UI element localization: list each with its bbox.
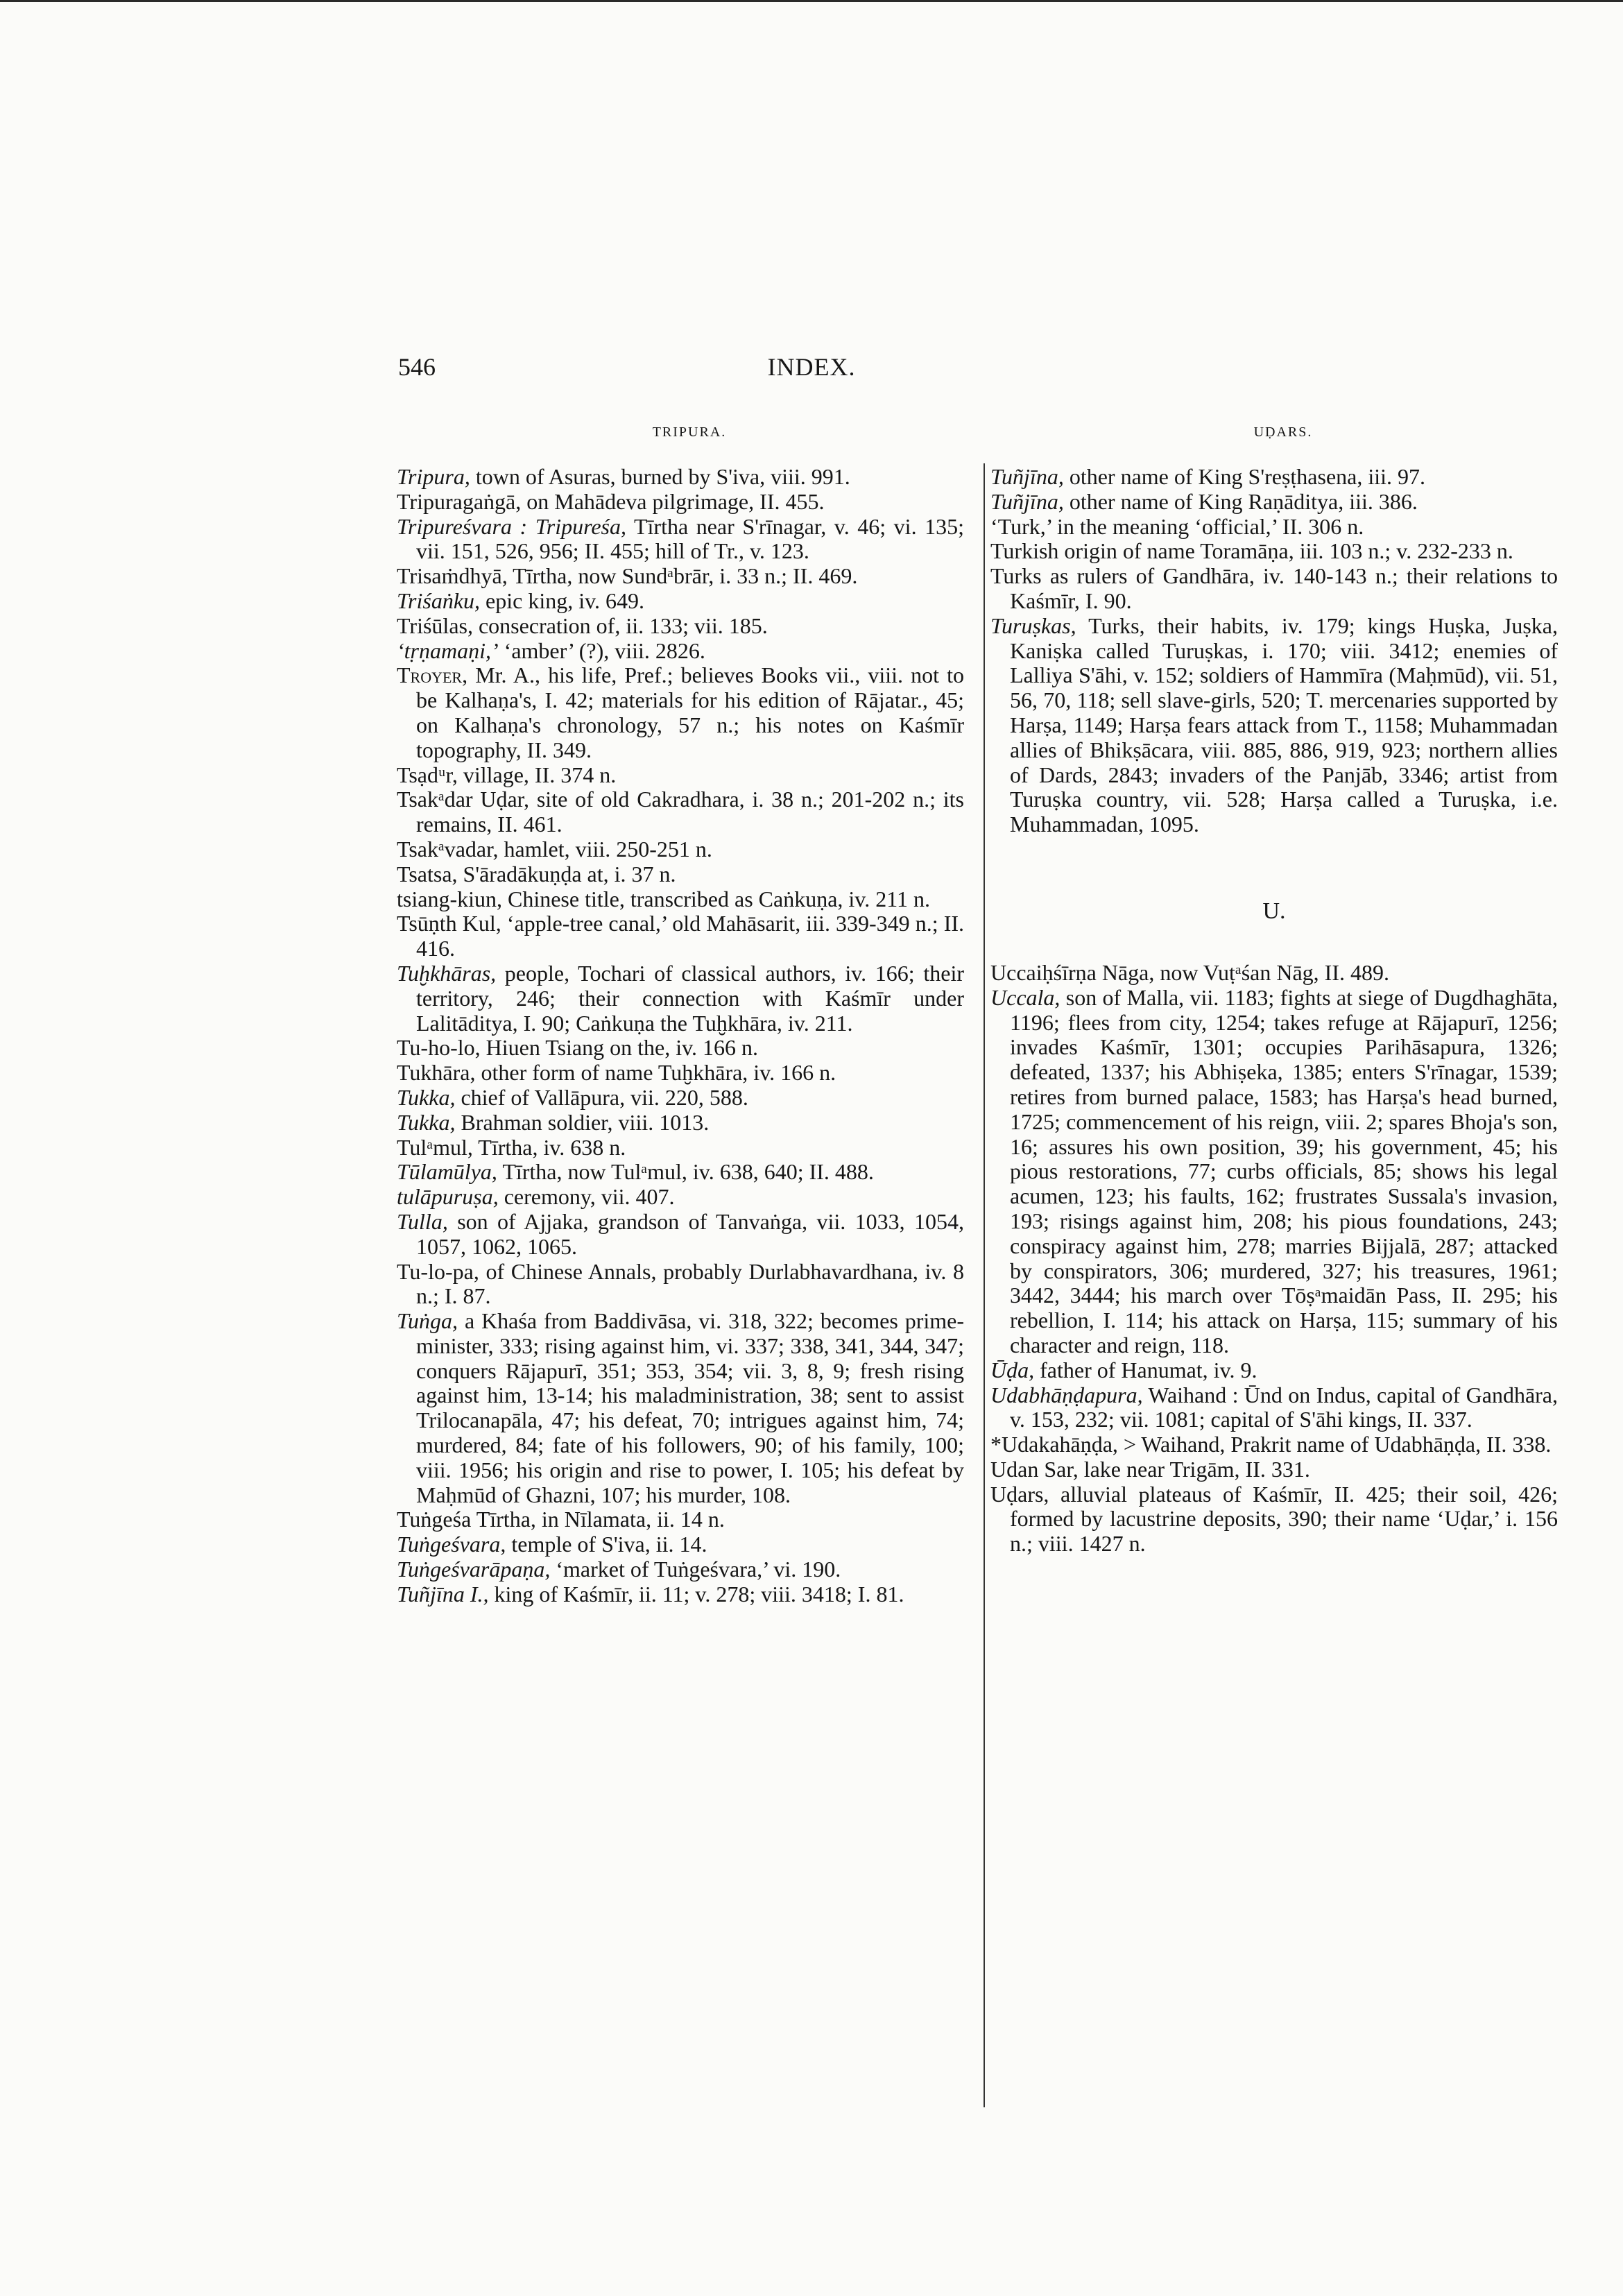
index-entry-text: Chinese title, transcribed as Caṅkuṇa, iv. 211 n. xyxy=(501,886,931,911)
index-entry xyxy=(397,564,964,589)
running-head-left: TRIPURA. xyxy=(652,425,727,440)
index-entry-headword: Turkish xyxy=(990,538,1059,564)
index-entry xyxy=(990,1482,1558,1557)
index-entry-headword: Triśaṅku, xyxy=(397,588,481,613)
index-entry-headword: ‘tṛṇamaṇi,’ xyxy=(397,637,499,663)
index-entry-text: other form of name Tuḫkhāra, iv. 166 n. xyxy=(475,1060,836,1086)
index-entry-text: hamlet, viii. 250-251 n. xyxy=(498,836,712,862)
index-entry-text: S'āradākuṇḍa at, i. 37 n. xyxy=(457,861,676,886)
index-entry xyxy=(397,1061,964,1086)
index-entry xyxy=(990,1358,1558,1383)
index-entry xyxy=(397,589,964,614)
index-entry xyxy=(990,1457,1558,1482)
index-entry-text: as rulers of Gandhāra, iv. 140-143 n.; their relations to Kaśmīr, I. 90. xyxy=(1010,563,1558,613)
index-entry-text: Tīrtha near S'rīnagar, v. 46; vi. 135; vii. 151, 526, 956; II. 455; hill of Tr., v. 123. xyxy=(416,513,965,564)
index-entry-text: king of Kaśmīr, ii. 11; v. 278; viii. 3418; I. 81. xyxy=(488,1581,904,1607)
index-entry xyxy=(397,515,964,565)
index-entry-headword: Tukka, xyxy=(397,1084,456,1110)
top-border-line xyxy=(0,0,1623,2)
index-entry-headword: Tsūṇth Kul, xyxy=(397,911,501,936)
index-entry-headword: Tripuragaṅgā, xyxy=(397,488,522,514)
page-number: 546 xyxy=(398,353,436,381)
index-entry-headword: Tuḫkhāras, xyxy=(397,960,497,986)
index-entry xyxy=(397,1136,964,1160)
index-entry-text: epic king, iv. 649. xyxy=(480,588,645,613)
index-entry-headword: Tsakᵃdar Uḍar, xyxy=(397,787,530,812)
index-entry-text: other name of King S'reṣṭhasena, iii. 97. xyxy=(1063,464,1426,489)
page-title: INDEX. xyxy=(767,353,856,381)
index-entry xyxy=(397,1532,964,1557)
index-entry-headword: Tuñjīna, xyxy=(990,464,1064,489)
running-head-right: UḌARS. xyxy=(1253,425,1313,440)
index-entry xyxy=(990,614,1558,837)
right-column-u-entries xyxy=(990,961,1558,1557)
index-entry-text: Turks, their habits, iv. 179; kings Huṣka, Juṣka, Kaniṣka called Turuṣkas, i. 170; viii. 3412; enemies of Lalliya S'āhi, v. 152; soldiers of Hammīra (Maḥmūd), vii. 51, 56, 70, 118; sell slave-girls, 520; T. mercenaries supported by Harṣa, 1149; Harṣa fears attack from T., 1158; Muhammadan allies of Bhikṣācara, viii. 885, 886, 919, 923; northern allies of Dards, 2843; invaders of the Panjāb, 3346; artist from Turuṣka country, vii. 528; Harṣa called a Turuṣka, i.e. Muhammadan, 1095. xyxy=(1010,612,1558,837)
index-entry xyxy=(397,837,964,862)
index-entry xyxy=(397,1260,964,1310)
index-entry xyxy=(397,1210,964,1260)
index-entry-headword: Uḍars, xyxy=(990,1481,1049,1507)
index-entry-text: chief of Vallāpura, vii. 220, 588. xyxy=(455,1084,748,1110)
index-entry-text: in Nīlamata, ii. 14 n. xyxy=(535,1507,725,1532)
index-entry xyxy=(990,1383,1558,1433)
index-entry-headword: Tu-lo-pa, xyxy=(397,1258,479,1284)
index-entry xyxy=(397,1507,964,1532)
index-entry-headword: Udan Sar, xyxy=(990,1456,1079,1482)
index-entry xyxy=(397,1086,964,1111)
index-entry xyxy=(990,515,1558,540)
index-entry-text: > Waihand, Prakrit name of Udabhāṇḍa, II. 338. xyxy=(1117,1432,1552,1457)
index-entry-headword: Tuñjīna I., xyxy=(397,1581,489,1607)
index-entry xyxy=(397,961,964,1036)
index-entry xyxy=(397,911,964,961)
index-entry-headword: tsiang-kiun, xyxy=(397,886,502,911)
index-entry-headword: tulāpuruṣa, xyxy=(397,1184,499,1210)
index-entry-headword: Turks xyxy=(990,563,1042,589)
index-entry xyxy=(397,639,964,664)
index-entry xyxy=(397,1582,964,1607)
index-entry-headword: Tulla, xyxy=(397,1208,448,1234)
index-entry-headword: Trisaṁdhyā, xyxy=(397,563,508,589)
index-entry-headword: Tuṅgeśvara, xyxy=(397,1532,506,1557)
index-entry-headword: Troyer, xyxy=(397,662,468,688)
index-entry-text: village, II. 374 n. xyxy=(457,762,617,787)
index-entry-headword: Tsakᵃvadar, xyxy=(397,836,499,862)
index-entry xyxy=(397,614,964,639)
index-entry-text: Tīrtha, iv. 638 n. xyxy=(472,1134,626,1160)
index-entry-text: site of old Cakradhara, i. 38 n.; 201-202 n.; its remains, II. 461. xyxy=(416,787,965,837)
index-entry-headword: Ūḍa, xyxy=(990,1357,1035,1382)
index-entry-text: consecration of, ii. 133; vii. 185. xyxy=(472,612,768,638)
index-entry xyxy=(990,490,1558,515)
index-entry-text: Mr. A., his life, Pref.; believes Books vii., viii. not to be Kalhaṇa's, I. 42; materials for his edition of Rājatar., 45; on Kalhaṇa's chronology, 57 n.; his notes on Kaśmīr topography, II. 349. xyxy=(416,662,964,762)
index-entry-text: people, Tochari of classical authors, iv. 166; their territory, 246; their connection with Kaśmīr under Lalitāditya, I. 90; Caṅkuṇa the Tuḫkhāra, iv. 211. xyxy=(416,960,964,1036)
index-entry xyxy=(990,564,1558,614)
index-entry xyxy=(990,465,1558,490)
index-entry-text: a Khaśa from Baddivāsa, vi. 318, 322; becomes prime-minister, 333; rising against him, vi. 337; 338, 341, 344, 347; conquers Rājapurī, 351; 353, 354; vii. 3, 8, 9; fresh rising against him, 13-14; his maladministration, 38; sent to assist Trilocanapāla, 47; his defeat, 70; intrigues against him, 74; murdered, 84; fate of his followers, 90; of his family, 100; viii. 1956; his origin and rise to power, I. 105; his defeat by Maḥmūd of Ghazni, 107; his murder, 108. xyxy=(416,1308,964,1507)
index-entry-headword: Tsạdᵘr, xyxy=(397,762,458,787)
index-entry xyxy=(397,763,964,788)
section-letter: U. xyxy=(1262,898,1286,924)
index-entry-text: father of Hanumat, iv. 9. xyxy=(1034,1357,1257,1382)
index-entry-headword: Uccaiḥśīrṇa Nāga, xyxy=(990,959,1155,985)
index-entry-headword: Tuṅgeśvarāpaṇa, xyxy=(397,1557,551,1582)
column-divider xyxy=(984,463,985,2107)
index-entry-headword: ‘Turk,’ xyxy=(990,513,1052,539)
index-entry-text: temple of S'iva, ii. 14. xyxy=(506,1532,707,1557)
index-entry-headword: Tuṅgeśa Tīrtha, xyxy=(397,1507,536,1532)
left-column xyxy=(397,465,964,1607)
index-entry-text: other name of King Raṇāditya, iii. 386. xyxy=(1063,488,1418,514)
index-entry-headword: Tripura, xyxy=(397,464,470,489)
index-entry-text: ‘apple-tree canal,’ old Mahāsarit, iii. 339-349 n.; II. 416. xyxy=(416,911,965,961)
index-entry-text: son of Malla, vii. 1183; fights at siege of Dugdhaghāta, 1196; flees from city, 1254; takes refuge at Rājapurī, 1256; invades Kaśmīr, 1301; occupies Parihāsapura, 1326; defeated, 1337; his Abhiṣeka, 1385; enters S'rīnagar, 1539; retires from burned palace, 1583; has Harṣa's head burned, 1725; commencement of his reign, viii. 2; spares Bhoja's son, 16; assures his own position, 39; his government, 45; his pious restorations, 77; curbs officials, 85; shows his legal acumen, 123; his faults, 162; frustrates Sussala's invasion, 193; risings against him, 208; his pious foundations, 243; conspiracy against him, 278; marries Bijjalā, 287; attacked by conspirators, 306; murdered, 327; his treasures, 1961; 3442, 3444; his march over Tōṣᵃmaidān Pass, II. 295; his rebellion, I. 114; his attack on Harṣa, 115; summary of his character and reign, 118. xyxy=(1010,984,1558,1357)
index-entry-headword: *Udakahāṇḍa, xyxy=(990,1432,1118,1457)
index-entry-headword: Tuñjīna, xyxy=(990,488,1064,514)
index-entry-headword: Tuṅga, xyxy=(397,1308,458,1334)
index-entry-text: on Mahādeva pilgrimage, II. 455. xyxy=(521,488,825,514)
index-entry-text: Brahman soldier, viii. 1013. xyxy=(455,1109,710,1135)
index-entry-headword: Triśūlas, xyxy=(397,612,473,638)
index-entry-text: alluvial plateaus of Kaśmīr, II. 425; their soil, 426; formed by lacustrine deposits, 390; their name ‘Uḍar,’ i. 156 n.; viii. 1427 n. xyxy=(1010,1481,1558,1557)
index-entry xyxy=(397,887,964,912)
index-entry xyxy=(397,1111,964,1136)
index-entry xyxy=(990,986,1558,1358)
index-entry xyxy=(397,1036,964,1061)
index-entry-text: in the meaning ‘official,’ II. 306 n. xyxy=(1051,513,1364,539)
right-column-t-entries xyxy=(990,465,1558,837)
index-entry xyxy=(397,490,964,515)
index-entry-text: ceremony, vii. 407. xyxy=(498,1184,675,1210)
index-entry-text: of Chinese Annals, probably Durlabhavardhana, iv. 8 n.; I. 87. xyxy=(416,1258,964,1309)
index-entry-headword: Tukhāra, xyxy=(397,1060,476,1086)
index-entry-text: origin of name Toramāṇa, iii. 103 n.; v. 232-233 n. xyxy=(1058,538,1513,564)
index-entry xyxy=(397,1160,964,1185)
index-entry-text: ‘market of Tuṅgeśvara,’ vi. 190. xyxy=(550,1557,841,1582)
index-entry xyxy=(397,465,964,490)
index-entry-headword: Uccala, xyxy=(990,984,1060,1010)
index-entry-text: Tīrtha, now Sundᵃbrār, i. 33 n.; II. 469. xyxy=(507,563,858,589)
index-entry-text: town of Asuras, burned by S'iva, viii. 991. xyxy=(470,464,850,489)
right-column xyxy=(990,465,1558,1557)
index-entry-text: lake near Trigām, II. 331. xyxy=(1078,1456,1310,1482)
index-entry-text: now Vuṭᵃśan Nāg, II. 489. xyxy=(1154,959,1389,985)
index-entry xyxy=(990,961,1558,986)
index-entry-headword: Tripureśvara : Tripureśa, xyxy=(397,513,627,539)
index-entry-text: son of Ajjaka, grandson of Tanvaṅga, vii. 1033, 1054, 1057, 1062, 1065. xyxy=(416,1208,964,1259)
index-entry-headword: Tsatsa, xyxy=(397,861,458,886)
index-entry-text: Hiuen Tsiang on the, iv. 166 n. xyxy=(480,1035,759,1061)
index-entry xyxy=(397,663,964,762)
index-entry-headword: Udabhāṇḍapura, xyxy=(990,1382,1143,1407)
index-entry xyxy=(397,787,964,837)
index-entry-headword: Tu-ho-lo, xyxy=(397,1035,481,1061)
index-entry-text: ‘amber’ (?), viii. 2826. xyxy=(498,637,705,663)
index-entry-headword: Tūlamūlya, xyxy=(397,1159,497,1185)
index-entry xyxy=(397,862,964,887)
index-entry-headword: Turuṣkas, xyxy=(990,612,1076,638)
index-entry-text: Waihand : Ūnd on Indus, capital of Gandhāra, v. 153, 232; vii. 1081; capital of S'āhi kings, II. 337. xyxy=(1010,1382,1558,1432)
index-entry xyxy=(397,1557,964,1582)
index-entry-headword: Tukka, xyxy=(397,1109,456,1135)
index-entry xyxy=(990,1432,1558,1457)
index-entry-text: Tīrtha, now Tulᵃmul, iv. 638, 640; II. 488. xyxy=(497,1159,874,1185)
index-entry xyxy=(990,539,1558,564)
index-entry xyxy=(397,1185,964,1210)
index-entry xyxy=(397,1309,964,1507)
index-entry-headword: Tulᵃmul, xyxy=(397,1134,473,1160)
